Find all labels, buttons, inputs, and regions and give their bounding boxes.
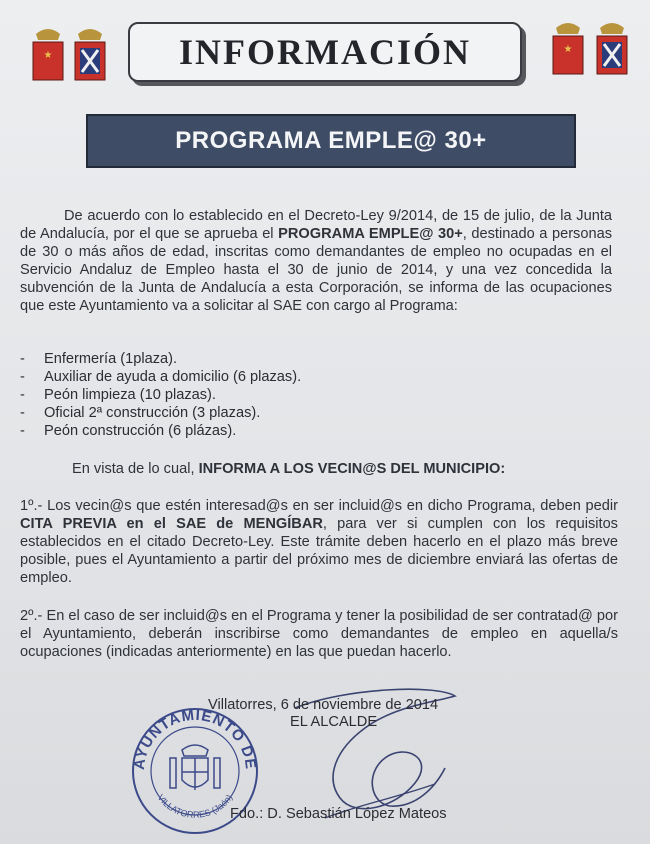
signature-date: Villatorres, 6 de noviembre de 2014 <box>208 697 439 713</box>
point-1-emphasis: CITA PREVIA en el SAE de MENGÍBAR <box>20 516 323 532</box>
point-1-start: 1º.- Los vecin@s que estén interesad@s en ser incluid@s en dicho Programa, deben pedir <box>20 498 618 514</box>
position-label: Oficial 2ª construcción (3 plazas). <box>44 405 261 421</box>
list-item: - Enfermería (1plaza). <box>20 351 178 367</box>
flag-crest-icon <box>30 24 66 82</box>
list-item: - Peón limpieza (10 plazas). <box>20 387 216 403</box>
point-1-end: , para ver si cumplen con los requisitos establecidos en el citado Decreto-Ley. Este trámite deben hacerlo en el plazo más breve posible, pues el Ayuntamiento a partir del próximo mes de diciembre enviará las ofertas de empleo. <box>20 516 618 586</box>
intro-program-name: PROGRAMA EMPLE@ 30+ <box>278 226 463 242</box>
cross-shield-icon <box>594 18 630 76</box>
signature-title: EL ALCALDE <box>290 714 378 730</box>
list-item: - Auxiliar de ayuda a domicilio (6 plazas). <box>20 369 302 385</box>
list-item: - Oficial 2ª construcción (3 plazas). <box>20 405 261 421</box>
svg-text:★: ★ <box>43 50 53 61</box>
positions-list <box>20 350 420 440</box>
intro-text-start: De acuerdo con lo establecido en el Decreto-Ley 9/2014, de 15 de julio, de la Junta de Andalucía, por el que se aprueba el <box>20 208 612 242</box>
position-label: Peón limpieza (10 plazas). <box>44 387 216 403</box>
lead-prefix: En vista de lo cual, <box>72 461 199 477</box>
title-box <box>128 22 522 82</box>
svg-text:★: ★ <box>563 44 573 55</box>
point-1-paragraph <box>20 497 618 587</box>
position-label: Enfermería (1plaza). <box>44 351 178 367</box>
signature-name: Fdo.: D. Sebastián López Mateos <box>230 806 447 822</box>
seal-top-text: AYUNTAMIENTO DE <box>130 706 260 771</box>
position-label: Auxiliar de ayuda a domicilio (6 plazas). <box>44 369 302 385</box>
coat-of-arms-icon <box>170 745 220 790</box>
page-title: INFORMACIÓN <box>179 32 471 72</box>
intro-text-end: , destinado a personas de 30 o más años de edad, inscritas como demandantes de empleo no ocupadas en el Servicio Andaluz de Empleo hasta el 30 de junio de 2014, y una vez concedida la subvención de la Junta de Andalucía a esta Corporación, se informa de las ocupaciones que este Ayuntamiento va a solicitar al SAE con cargo al Programa: <box>20 226 612 314</box>
intro-paragraph <box>20 207 612 315</box>
seal-bottom-text: VILLATORRES (Jaén) <box>155 792 235 820</box>
flag-crest-icon <box>550 18 586 76</box>
program-banner-title: PROGRAMA EMPLE@ 30+ <box>175 127 487 154</box>
program-banner <box>86 114 576 168</box>
svg-text:VILLATORRES (Jaén) <box>156 792 235 819</box>
lead-sentence <box>72 460 632 478</box>
point-2-paragraph: 2º.- En el caso de ser incluid@s en el Programa y tener la posibilidad de ser contratad@ por el Ayuntamiento, deberán inscribirse como demandantes de empleo en aquella/s ocupaciones (indicadas anteriormente) en las que puedan hacerlo. <box>20 608 618 660</box>
cross-shield-icon <box>72 24 108 82</box>
list-item: - Peón construcción (6 plázas). <box>20 423 237 439</box>
position-label: Peón construcción (6 plázas). <box>44 423 237 439</box>
lead-emphasis: INFORMA A LOS VECIN@S DEL MUNICIPIO: <box>198 461 506 477</box>
